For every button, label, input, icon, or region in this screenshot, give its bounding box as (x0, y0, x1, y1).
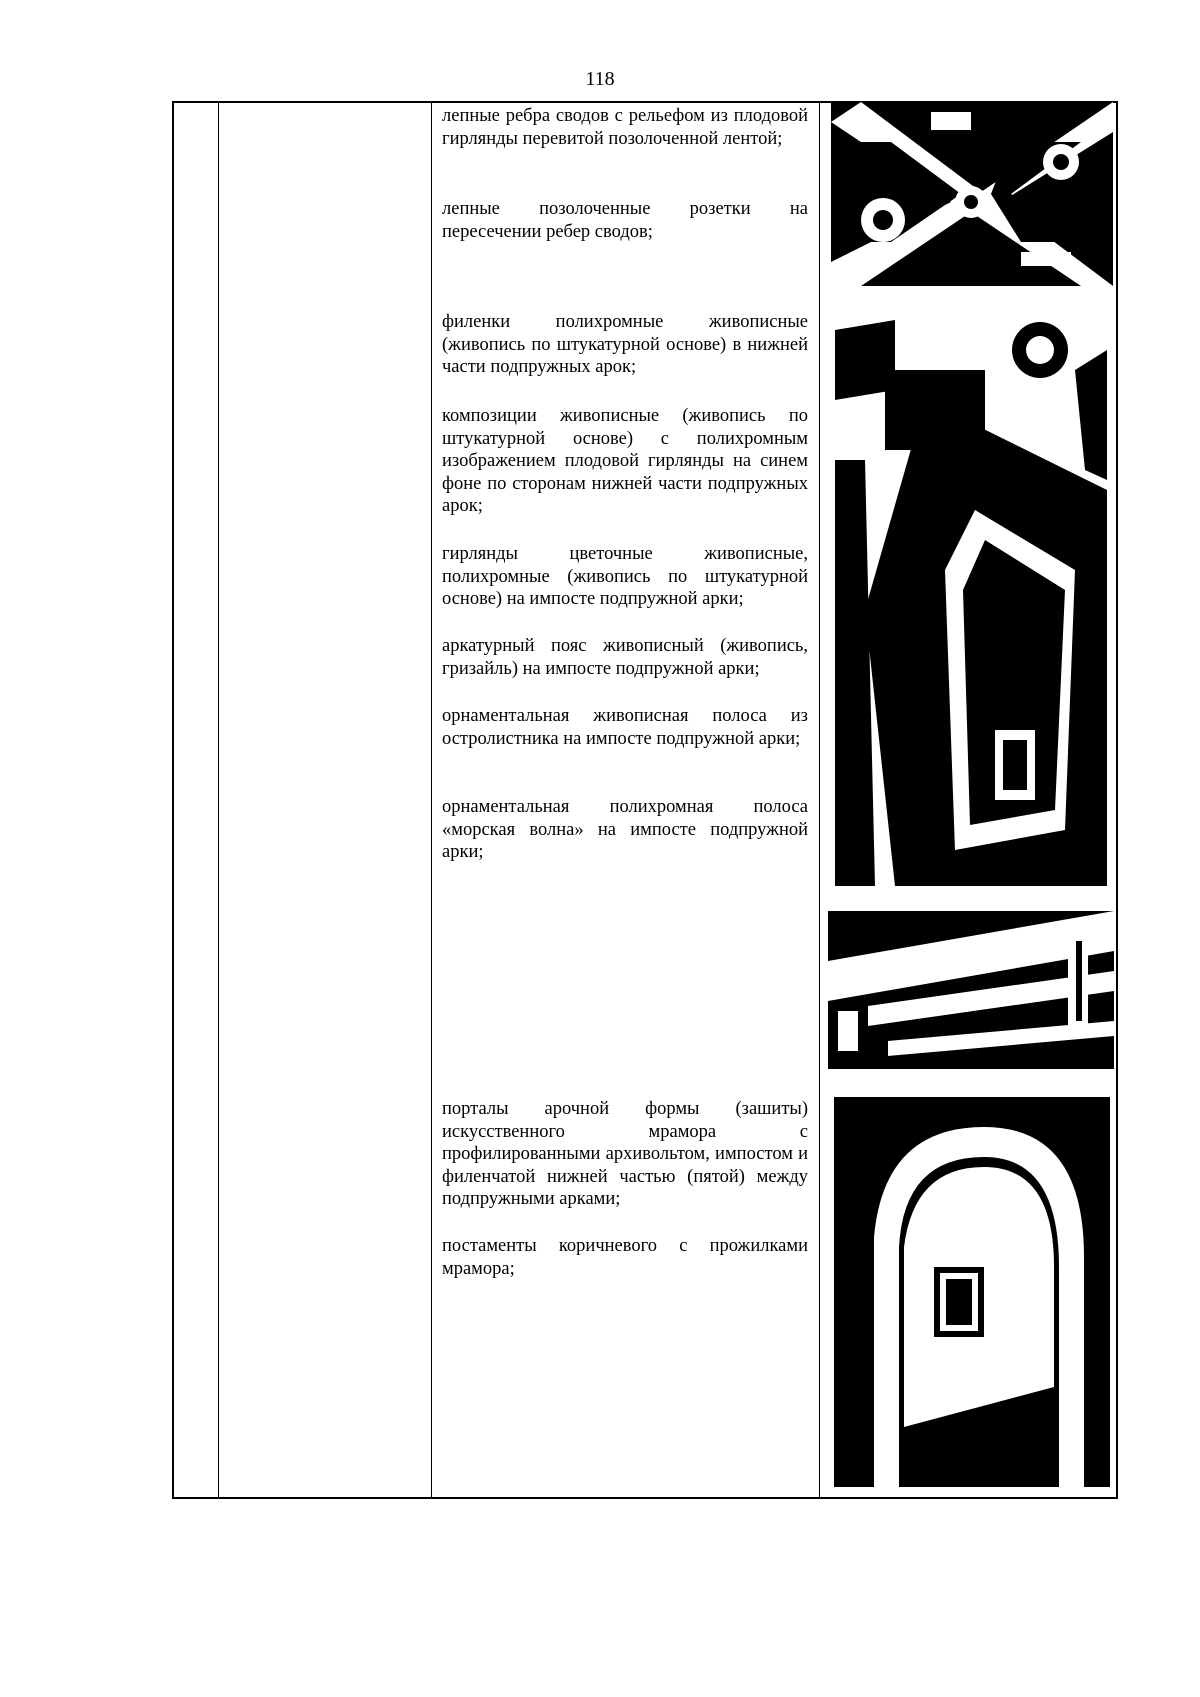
column-divider-2 (431, 103, 432, 1497)
arched-portal-photo (834, 1097, 1110, 1487)
item-sea-wave-band: орнаментальная полихромная полоса «морская волна» на импосте подпружной арки; (442, 797, 808, 862)
item-compositions: композиции живописные (живопись по штукатурной основе) с полихромным изображением плодовой гирлянды на синем фоне по сторонам нижней части подпружных арок; (442, 406, 808, 516)
item-arcature-belt: аркатурный пояс живописный (живопись, гризайль) на импосте подпружной арки; (442, 636, 808, 679)
column-divider-3 (819, 103, 820, 1497)
arch-impost-photo (835, 310, 1107, 886)
cornice-photo (828, 911, 1114, 1069)
item-holly-band: орнаментальная живописная полоса из остролистника на импосте подпружной арки; (442, 706, 808, 749)
item-garlands: гирлянды цветочные живописные, полихромные (живопись по штукатурной основе) на импосте подпружной арки; (442, 544, 808, 609)
vault-ribs-photo (831, 102, 1113, 286)
item-vault-ribs: лепные ребра сводов с рельефом из плодовой гирлянды перевитой позолоченной лентой; (442, 106, 808, 149)
item-portals: порталы арочной формы (зашиты) искусственного мрамора с профилированными архивольтом, импостом и филенчатой нижней частью (пятой) между подпружными арками; (442, 1099, 808, 1209)
item-pedestals: постаменты коричневого с прожилками мрамора; (442, 1236, 808, 1279)
column-divider-1 (218, 103, 219, 1497)
item-panels: филенки полихромные живописные (живопись по штукатурной основе) в нижней части подпружных арок; (442, 312, 808, 377)
page-number: 118 (585, 68, 615, 90)
monument-table (172, 101, 1118, 1499)
item-rosettes: лепные позолоченные розетки на пересечении ребер сводов; (442, 199, 808, 242)
